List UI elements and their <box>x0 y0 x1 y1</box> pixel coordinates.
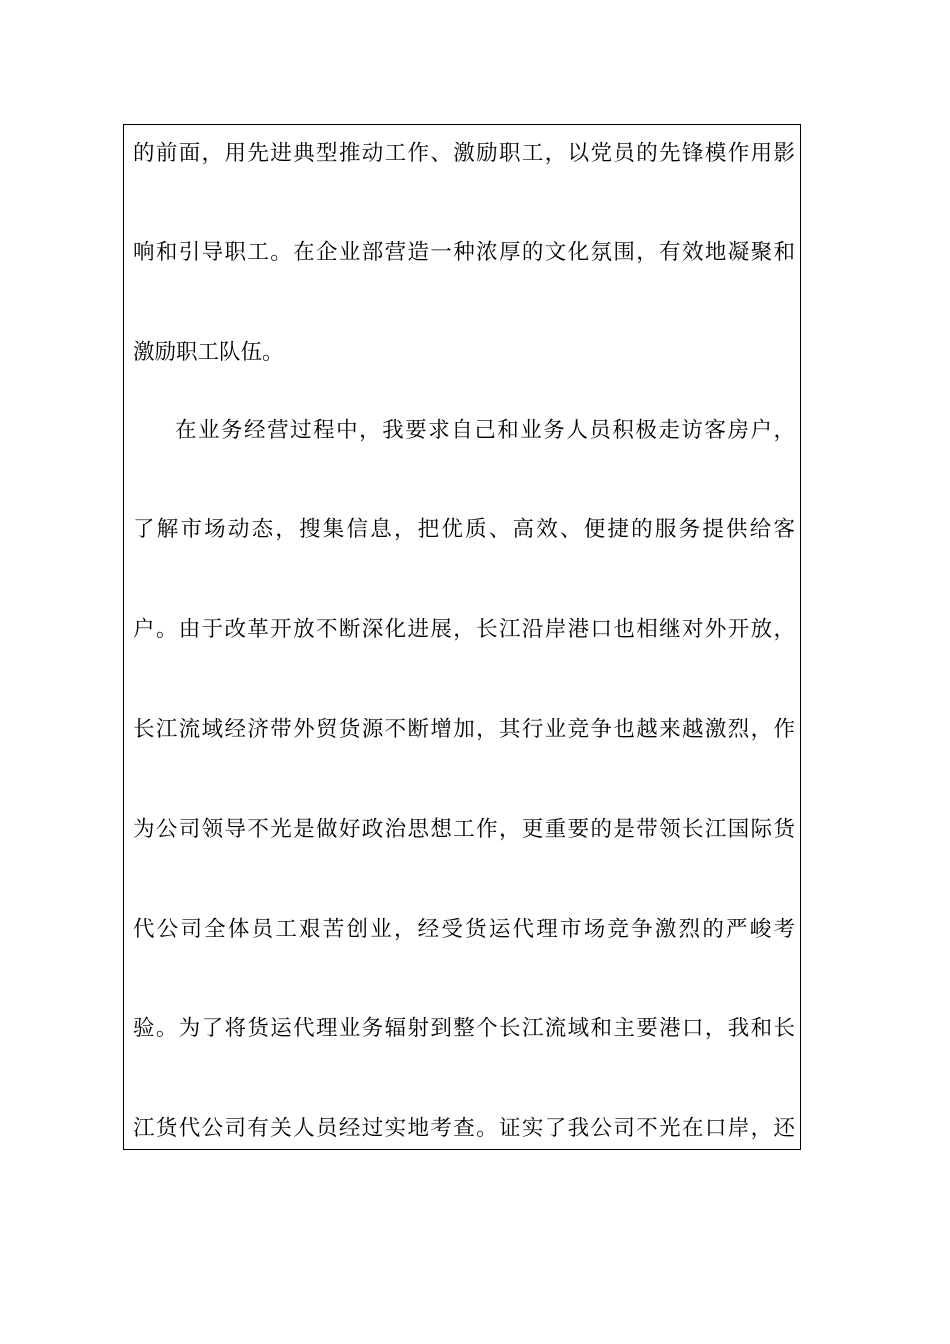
text-line: 长江流域经济带外贸货源不断增加，其行业竞争也越来越激烈，作 <box>133 717 795 742</box>
text-line: 为公司领导不光是做好政治思想工作，更重要的是带领长江国际货 <box>133 817 795 842</box>
text-line: 的前面，用先进典型推动工作、激励职工，以党员的先锋模作用影 <box>133 141 795 166</box>
text-line-indented: 在业务经营过程中，我要求自己和业务人员积极走访客房户， <box>175 418 795 443</box>
text-line: 江货代公司有关人员经过实地考查。证实了我公司不光在口岸，还 <box>133 1116 795 1141</box>
text-line: 激励职工队伍。 <box>133 340 284 365</box>
text-line: 验。为了将货运代理业务辐射到整个长江流域和主要港口，我和长 <box>133 1016 795 1041</box>
text-line: 代公司全体员工艰苦创业，经受货运代理市场竞争激烈的严峻考 <box>133 917 795 942</box>
text-line: 响和引导职工。在企业部营造一种浓厚的文化氛围，有效地凝聚和 <box>133 240 795 265</box>
text-line: 了解市场动态，搜集信息，把优质、高效、便捷的服务提供给客 <box>133 517 795 542</box>
text-box <box>123 124 801 1150</box>
text-line: 户。由于改革开放不断深化进展，长江沿岸港口也相继对外开放， <box>133 617 795 642</box>
